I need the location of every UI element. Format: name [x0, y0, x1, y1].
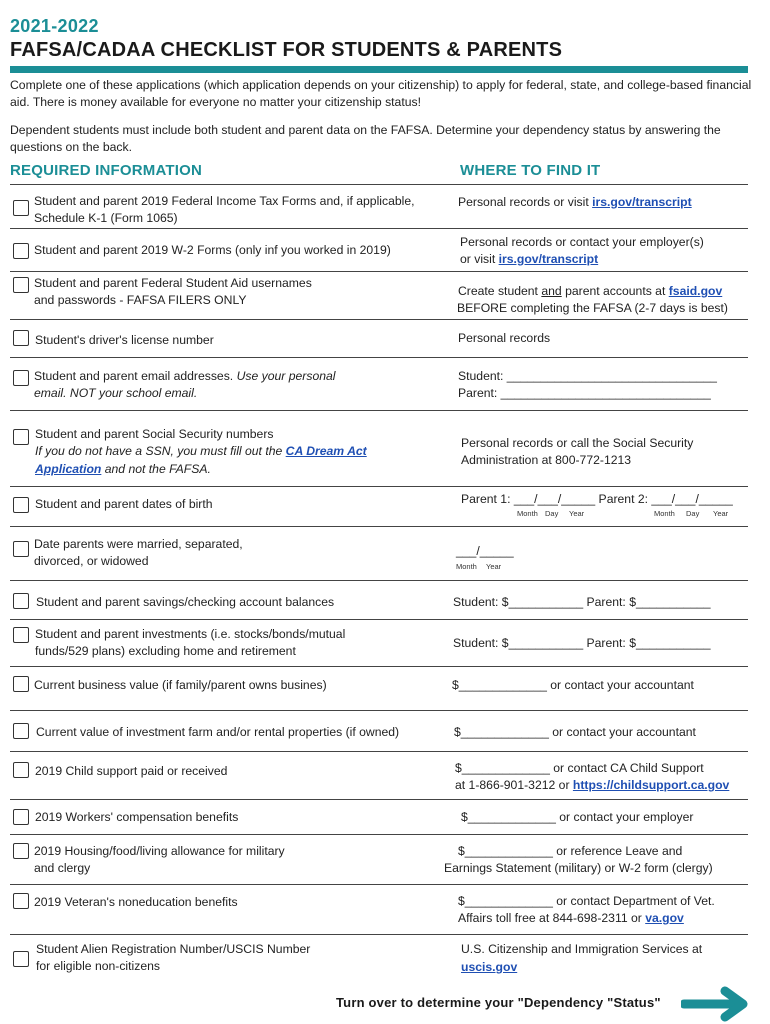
column-header-required: REQUIRED INFORMATION	[10, 162, 203, 179]
marital-date-field[interactable]: ___/_____	[456, 544, 514, 558]
label-month: Month	[517, 509, 538, 518]
where-w2-text: or visit	[460, 252, 499, 266]
req-tax-forms-line1: Student and parent 2019 Federal Income Tax Forms and, if applicable,	[34, 194, 415, 208]
row-divider	[10, 271, 748, 272]
row-divider	[10, 357, 748, 358]
checkbox-workers-comp[interactable]	[13, 809, 29, 825]
where-w2-line1: Personal records or contact your employer(s)	[460, 235, 704, 249]
label-day: Day	[686, 509, 700, 518]
intro-paragraph-2: Dependent students must include both student and parent data on the FAFSA. Determine your dependency status by answering the questions on the back.	[10, 123, 721, 154]
label-year: Year	[486, 562, 502, 571]
housing-allowance-field[interactable]: $_____________ or reference Leave and	[458, 844, 683, 858]
ca-dream-act-link[interactable]: CA Dream Act	[285, 444, 367, 458]
row-divider	[10, 884, 748, 885]
req-email-line1	[34, 368, 335, 386]
req-investments-line1: Student and parent investments (i.e. stocks/bonds/mutual	[35, 627, 346, 641]
checkbox-dob[interactable]	[13, 497, 29, 513]
req-ssn-note-2: and not the FAFSA.	[101, 462, 211, 476]
investments-fields[interactable]: Student: $___________ Parent: $___________	[453, 636, 711, 650]
row-divider	[10, 486, 748, 487]
farm-rental-field[interactable]: $_____________ or contact your accountant	[454, 725, 696, 739]
req-child-support: 2019 Child support paid or received	[35, 764, 228, 778]
label-year: Year	[713, 509, 729, 518]
checkbox-alien-registration[interactable]	[13, 951, 29, 967]
checkbox-fsa-id[interactable]	[13, 277, 29, 293]
business-value-field[interactable]: $_____________ or contact your accountant	[452, 678, 694, 692]
checkbox-w2-forms[interactable]	[13, 243, 29, 259]
req-ssn-line3	[35, 461, 211, 479]
req-business-value: Current business value (if family/parent owns busines)	[34, 678, 327, 692]
checkbox-veteran-benefits[interactable]	[13, 893, 29, 909]
req-marital-line1: Date parents were married, separated,	[34, 537, 243, 551]
req-ssn-line1: Student and parent Social Security numbers	[35, 427, 274, 441]
page-title: FAFSA/CADAA CHECKLIST FOR STUDENTS & PARENTS	[10, 39, 563, 61]
req-dob: Student and parent dates of birth	[35, 497, 213, 511]
ca-dream-act-application-link[interactable]: Application	[35, 462, 102, 476]
row-divider	[10, 228, 748, 229]
where-w2-line2	[460, 251, 598, 269]
req-alien-line2: for eligible non-citizens	[36, 959, 160, 973]
column-header-where: WHERE TO FIND IT	[460, 162, 601, 179]
child-support-field[interactable]: $_____________ or contact CA Child Support	[455, 761, 704, 775]
row-divider	[10, 580, 748, 581]
row-divider	[10, 710, 748, 711]
intro-paragraph-1: Complete one of these applications (which application depends on your citizenship) to apply for federal, state, and college-based financial aid. There is money available for everyone no matter your citizenship status!	[10, 78, 752, 109]
req-housing-line1: 2019 Housing/food/living allowance for military	[34, 844, 285, 858]
req-farm-rental: Current value of investment farm and/or rental properties (if owned)	[36, 725, 400, 739]
req-veteran-benefits: 2019 Veteran's noneducation benefits	[34, 895, 238, 909]
row-divider	[10, 319, 748, 320]
req-tax-forms-line2: Schedule K-1 (Form 1065)	[34, 211, 178, 225]
where-fsa-id-line1	[458, 283, 722, 301]
footer-turn-over: Turn over to determine your "Dependency "Status"	[336, 995, 661, 1010]
row-divider	[10, 619, 748, 620]
row-divider	[10, 526, 748, 527]
checkbox-marital-date[interactable]	[13, 541, 29, 557]
row-divider	[10, 184, 748, 185]
req-alien-line1: Student Alien Registration Number/USCIS Number	[36, 942, 311, 956]
row-divider	[10, 410, 748, 411]
checkbox-savings[interactable]	[13, 593, 29, 609]
where-fsa-and: and	[541, 284, 562, 298]
row-divider	[10, 799, 748, 800]
checkbox-child-support[interactable]	[13, 762, 29, 778]
checkbox-business-value[interactable]	[13, 676, 29, 692]
req-marital-line2: divorced, or widowed	[34, 554, 149, 568]
where-fsa-id-line2: BEFORE completing the FAFSA (2-7 days is best)	[457, 301, 728, 315]
req-fsa-id-line2: and passwords - FAFSA FILERS ONLY	[34, 293, 247, 307]
workers-comp-field[interactable]: $_____________ or contact your employer	[461, 810, 694, 824]
arrow-right-icon	[681, 985, 751, 1023]
row-divider	[10, 666, 748, 667]
req-ssn-line2	[35, 443, 367, 461]
req-drivers-license: Student's driver's license number	[35, 333, 214, 347]
savings-fields[interactable]: Student: $___________ Parent: $___________	[453, 595, 711, 609]
title-divider	[10, 66, 748, 73]
checkbox-drivers-license[interactable]	[13, 330, 29, 346]
req-housing-line2: and clergy	[34, 861, 91, 875]
checkbox-tax-forms[interactable]	[13, 200, 29, 216]
req-w2-forms: Student and parent 2019 W-2 Forms (only inf you worked in 2019)	[34, 243, 391, 257]
req-email-line2	[34, 385, 197, 403]
req-fsa-id-line1: Student and parent Federal Student Aid usernames	[34, 276, 312, 290]
irs-transcript-link[interactable]: irs.gov/transcript	[592, 195, 692, 209]
fsaid-link[interactable]: fsaid.gov	[668, 284, 723, 298]
where-alien-line2	[461, 959, 517, 977]
uscis-link[interactable]: uscis.gov	[461, 960, 518, 974]
checkbox-investments[interactable]	[13, 627, 29, 643]
row-divider	[10, 834, 748, 835]
req-ssn-note: If you do not have a SSN, you must fill out the	[35, 444, 286, 458]
req-email-note-2: email. NOT your school email.	[34, 386, 198, 400]
where-veteran-line2	[458, 910, 684, 928]
where-child-support-text: at 1-866-901-3212 or	[455, 778, 573, 792]
where-tax-forms-text: Personal records or visit	[458, 195, 593, 209]
year-heading: 2021-2022	[10, 16, 99, 36]
row-divider	[10, 751, 748, 752]
req-investments-line2: funds/529 plans) excluding home and retirement	[35, 644, 296, 658]
irs-transcript-link-2[interactable]: irs.gov/transcript	[498, 252, 599, 266]
label-month: Month	[456, 562, 477, 571]
student-email-field[interactable]: Student: _______________________________	[458, 369, 717, 383]
where-fsa-text-a: Create student	[458, 284, 542, 298]
dob-fields[interactable]: Parent 1: ___/___/_____ Parent 2: ___/___/_____	[461, 492, 733, 506]
where-ssn-line1: Personal records or call the Social Security	[461, 436, 694, 450]
req-workers-comp: 2019 Workers' compensation benefits	[35, 810, 239, 824]
row-divider	[10, 934, 748, 935]
checkbox-farm-rental[interactable]	[13, 723, 29, 739]
req-savings: Student and parent savings/checking account balances	[36, 595, 335, 609]
where-fsa-text-b: parent accounts at	[561, 284, 669, 298]
label-day: Day	[545, 509, 559, 518]
where-housing-line2: Earnings Statement (military) or W-2 form (clergy)	[444, 861, 713, 875]
where-veteran-text: Affairs toll free at 844-698-2311 or	[458, 911, 646, 925]
where-drivers-license: Personal records	[458, 331, 551, 345]
where-alien-line1: U.S. Citizenship and Immigration Services at	[461, 942, 703, 956]
childsupport-link[interactable]: https://childsupport.ca.gov	[572, 778, 730, 792]
label-month: Month	[654, 509, 675, 518]
va-gov-link[interactable]: va.gov	[645, 911, 684, 925]
where-tax-forms	[458, 194, 692, 212]
where-child-support-line2	[455, 777, 729, 795]
req-email-text: Student and parent email addresses.	[34, 369, 237, 383]
req-email-note: Use your personal	[236, 369, 336, 383]
parent-email-field[interactable]: Parent: _______________________________	[458, 386, 711, 400]
where-ssn-line2: Administration at 800-772-1213	[461, 453, 632, 467]
checkbox-email[interactable]	[13, 370, 29, 386]
checkbox-ssn[interactable]	[13, 429, 29, 445]
checkbox-housing-allowance[interactable]	[13, 843, 29, 859]
label-year: Year	[569, 509, 585, 518]
veteran-benefits-field[interactable]: $_____________ or contact Department of Vet.	[458, 894, 715, 908]
